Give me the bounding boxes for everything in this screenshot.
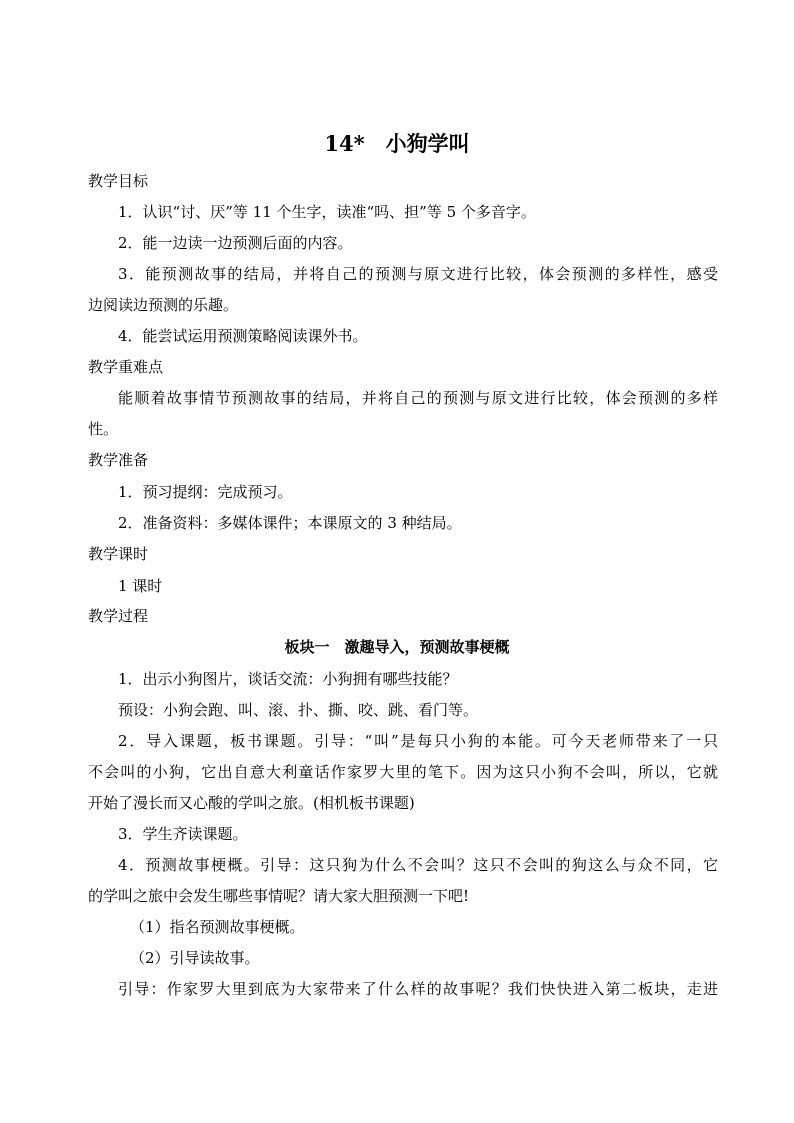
process-substep-2: （2）引导读故事。 [130, 949, 260, 967]
objective-3-cont: 边阅读边预测的乐趣。 [88, 296, 239, 314]
key-points-text: 能顺着故事情节预测故事的结局，并将自己的预测与原文进行比较，体会预测的多样 [118, 389, 718, 407]
key-points-text-cont: 性。 [88, 420, 119, 438]
section-heading-preparation: 教学准备 [88, 451, 149, 469]
section-heading-objectives: 教学目标 [88, 172, 149, 190]
section-heading-class-hours: 教学课时 [88, 545, 149, 563]
process-step-2-cont-1: 不会叫的小狗，它出自意大利童话作家罗大里的笔下。因为这只小狗不会叫，所以，它就 [88, 763, 718, 781]
process-step-2-cont-2: 开始了漫长而又心酸的学叫之旅。(相机板书课题) [88, 794, 415, 812]
process-step-2: 2．导入课题，板书课题。引导：“叫”是每只小狗的本能。可今天老师带来了一只 [118, 732, 718, 750]
process-step-3: 3．学生齐读课题。 [118, 825, 248, 843]
section-heading-process: 教学过程 [88, 607, 149, 625]
section-heading-key-points: 教学重难点 [88, 358, 164, 376]
objective-1: 1．认识“讨、厌”等 11 个生字，读准“吗、担”等 5 个多音字。 [118, 203, 536, 221]
lesson-title: 14* 小狗学叫 [324, 131, 470, 156]
process-step-4: 4．预测故事梗概。引导：这只狗为什么不会叫？这只不会叫的狗这么与众不同，它 [118, 856, 718, 874]
objective-3: 3．能预测故事的结局，并将自己的预测与原文进行比较，体会预测的多样性，感受 [118, 265, 718, 283]
objective-4: 4．能尝试运用预测策略阅读课外书。 [118, 327, 368, 345]
block-one-heading: 板块一 激趣导入，预测故事梗概 [284, 638, 510, 656]
preparation-2: 2．准备资料：多媒体课件；本课原文的 3 种结局。 [118, 514, 462, 532]
process-step-4-cont: 的学叫之旅中会发生哪些事情呢？请大家大胆预测一下吧! [88, 887, 470, 905]
preparation-1: 1．预习提纲：完成预习。 [118, 483, 293, 501]
process-guide: 引导：作家罗大里到底为大家带来了什么样的故事呢？我们快快进入第二板块，走进 [118, 980, 718, 998]
objective-2: 2．能一边读一边预测后面的内容。 [118, 234, 353, 252]
process-step-1: 1．出示小狗图片，谈话交流：小狗拥有哪些技能？ [118, 670, 458, 688]
process-preset: 预设：小狗会跑、叫、滚、扑、撕、咬、跳、看门等。 [118, 701, 479, 719]
class-hours-value: 1 课时 [118, 577, 163, 595]
process-substep-1: （1）指名预测故事梗概。 [130, 918, 305, 936]
